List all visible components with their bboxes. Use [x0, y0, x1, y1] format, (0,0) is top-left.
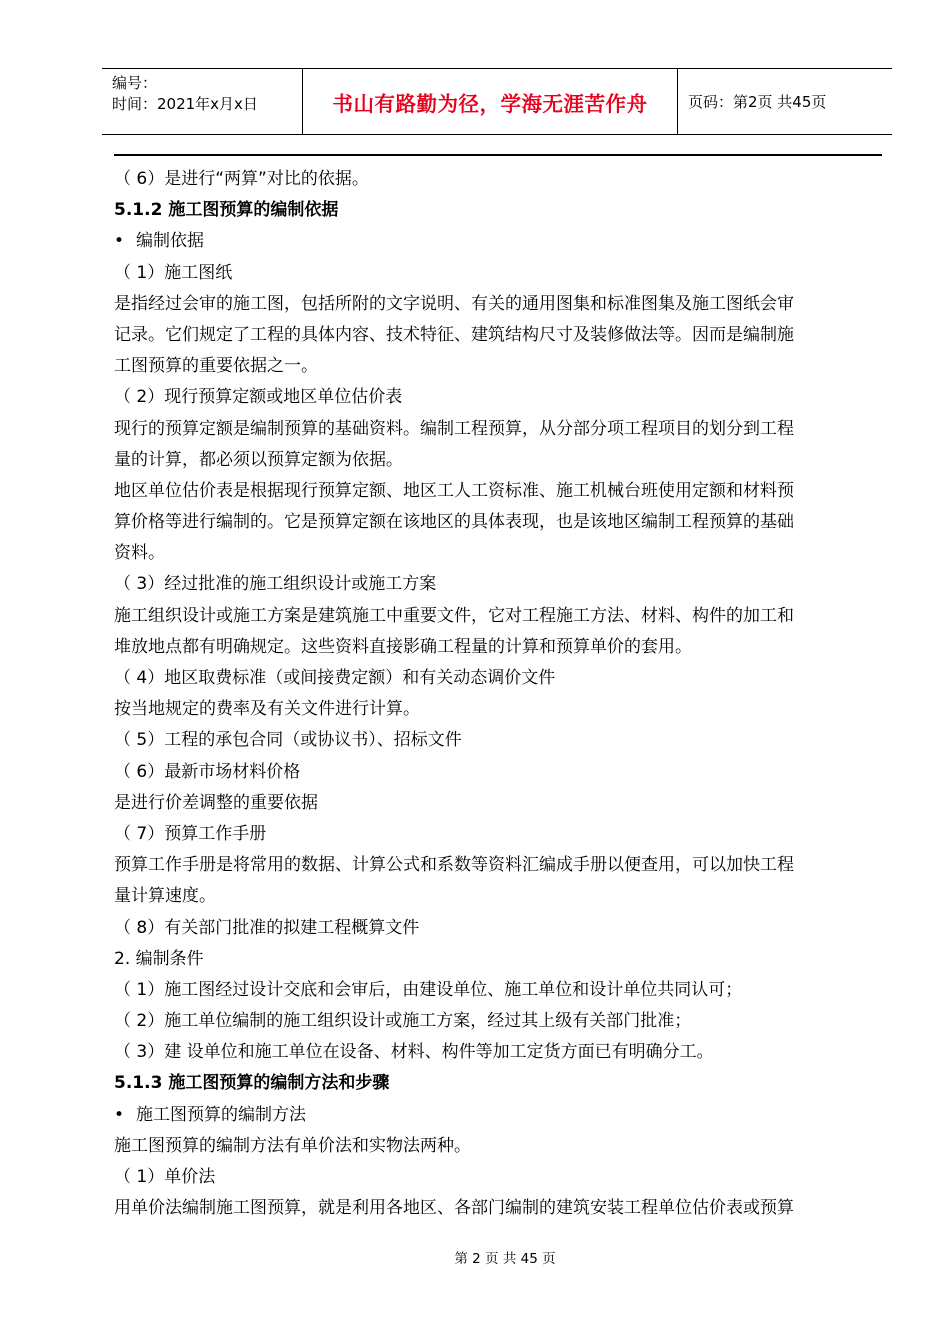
body-text-line: 2. 编制条件 [114, 948, 204, 969]
body-text-line: 工图预算的重要依据之一。 [114, 356, 318, 377]
body-text-line: （ 1）单价法 [114, 1167, 216, 1187]
header-motto: 书山有路勤为径，学海无涯苦作舟 [332, 91, 648, 116]
body-text-line: （ 6）是进行“两算”对比的依据。 [114, 169, 369, 189]
body-text-line: 施工图预算的编制方法有单价法和实物法两种。 [114, 1135, 471, 1156]
header-page-info: 页码：第2页 共45页 [688, 93, 827, 111]
body-text-line: （ 6）最新市场材料价格 [114, 761, 301, 782]
body-text-line: 是指经过会审的施工图，包括所附的文字说明、有关的通用图集和标准图集及施工图纸会审 [114, 293, 794, 314]
document-date-label: 时间：2021年x月x日 [112, 95, 258, 113]
bullet-item [114, 226, 882, 257]
body-text-line: （ 3）建 设单位和施工单位在设备、材料、构件等加工定货方面已有明确分工。 [114, 1042, 714, 1063]
body-text-line: 资料。 [114, 543, 165, 564]
body-text-line: 现行的预算定额是编制预算的基础资料。编制工程预算，从分部分项工程项目的划分到工程 [114, 418, 794, 439]
bullet-text: 施工图预算的编制方法 [136, 1104, 306, 1125]
page-footer: 第 2 页 共 45 页 [454, 1251, 556, 1267]
body-text-line: 算价格等进行编制的。它是预算定额在该地区的具体表现，也是该地区编制工程预算的基础 [114, 512, 794, 533]
body-text-line: （ 4）地区取费标准（或间接费定额）和有关动态调价文件 [114, 668, 556, 688]
section-heading: 5.1.3 施工图预算的编制方法和步骤 [114, 1073, 390, 1094]
body-text-line: 堆放地点都有明确规定。这些资料直接影确工程量的计算和预算单价的套用。 [114, 636, 692, 657]
body-text-line: （ 2）现行预算定额或地区单位估价表 [114, 387, 403, 408]
header-page-cell [678, 69, 892, 134]
body-text-line: （ 5）工程的承包合同（或协议书）、招标文件 [114, 730, 462, 751]
body-text-line: （ 2）施工单位编制的施工组织设计或施工方案，经过其上级有关部门批准； [114, 1011, 692, 1032]
header-meta-cell [102, 69, 303, 134]
body-text-line: 按当地规定的费率及有关文件进行计算。 [114, 699, 420, 720]
bullet-icon: • [114, 1104, 125, 1125]
header-motto-cell [303, 69, 678, 134]
body-text-line: 预算工作手册是将常用的数据、计算公式和系数等资料汇编成手册以便查用，可以加快工程 [114, 855, 794, 876]
bullet-text: 编制依据 [136, 231, 204, 252]
body-text-line: （ 3）经过批准的施工组织设计或施工方案 [114, 574, 437, 595]
document-number-label: 编号： [112, 74, 158, 92]
bullet-icon: • [114, 231, 125, 252]
bullet-item [114, 1100, 882, 1131]
body-text-line: （ 7）预算工作手册 [114, 823, 267, 844]
document-header [102, 68, 892, 135]
body-text-line: 施工组织设计或施工方案是建筑施工中重要文件，它对工程施工方法、材料、构件的加工和 [114, 605, 794, 626]
body-text-line: （ 1）施工图经过设计交底和会审后，由建设单位、施工单位和设计单位共同认可； [114, 979, 743, 1000]
body-text-line: 用单价法编制施工图预算，就是利用各地区、各部门编制的建筑安装工程单位估价表或预算 [114, 1198, 794, 1219]
body-text-line: （ 8）有关部门批准的拟建工程概算文件 [114, 917, 420, 938]
header-divider [114, 154, 882, 156]
body-text-line: 量计算速度。 [114, 886, 216, 907]
body-text-line: 是进行价差调整的重要依据 [114, 792, 318, 813]
section-heading: 5.1.2 施工图预算的编制依据 [114, 200, 339, 221]
body-text-line: （ 1）施工图纸 [114, 262, 233, 283]
body-text-line: 量的计算，都必须以预算定额为依据。 [114, 449, 403, 470]
body-text-line: 记录。它们规定了工程的具体内容、技术特征、建筑结构尺寸及装修做法等。因而是编制施 [114, 324, 794, 345]
body-text-line: 地区单位估价表是根据现行预算定额、地区工人工资标准、施工机械台班使用定额和材料预 [114, 480, 794, 501]
document-body [114, 164, 882, 1224]
